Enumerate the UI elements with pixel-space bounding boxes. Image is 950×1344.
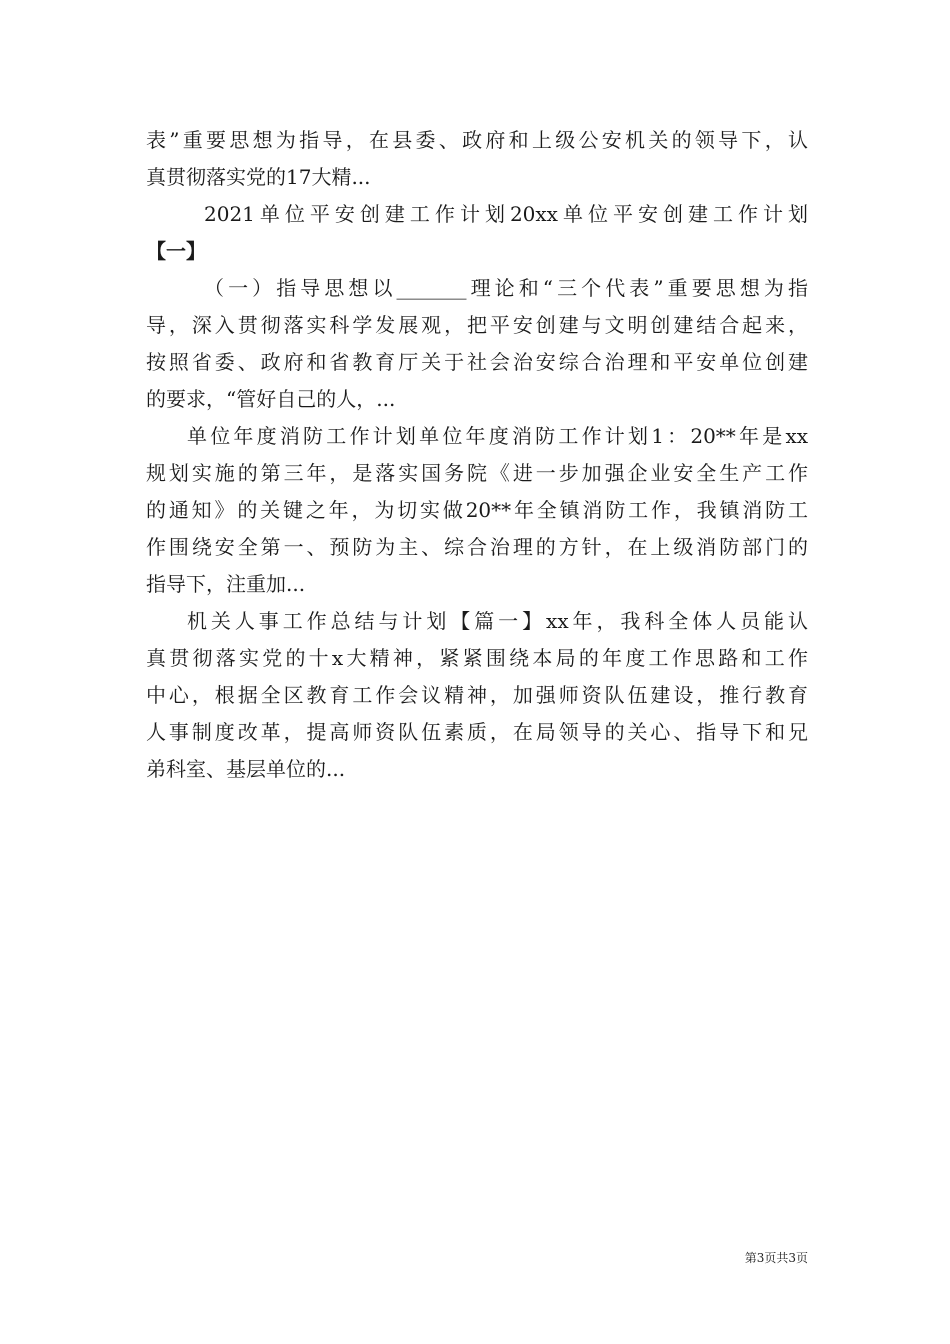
text-line: 人事制度改革，提高师资队伍素质，在局领导的关心、指导下和兄: [146, 720, 808, 744]
text-line: 的要求，“管好自己的人，...: [146, 387, 396, 411]
text-line: 真贯彻落实党的十x大精神，紧紧围绕本局的年度工作思路和工作: [146, 646, 808, 670]
paragraph-2: [146, 196, 808, 270]
text-line: 真贯彻落实党的17大精...: [146, 165, 371, 189]
text-line: 指导下，注重加...: [146, 572, 306, 596]
text-line: 表”重要思想为指导，在县委、政府和上级公安机关的领导下，认: [146, 128, 808, 152]
text-line: 导，深入贯彻落实科学发展观，把平安创建与文明创建结合起来，: [146, 313, 808, 337]
text-line: 作围绕安全第一、预防为主、综合治理的方针，在上级消防部门的: [146, 535, 808, 559]
text-line: 按照省委、政府和省教育厅关于社会治安综合治理和平安单位创建: [146, 350, 808, 374]
text-line: 的通知》的关键之年，为切实做20**年全镇消防工作，我镇消防工: [146, 498, 808, 522]
text-line: 中心，根据全区教育工作会议精神，加强师资队伍建设，推行教育: [146, 683, 808, 707]
page-number: 第3页共3页: [744, 1251, 808, 1265]
text-line: 2021单位平安创建工作计划20xx单位平安创建工作计划: [204, 202, 808, 226]
text-line: 弟科室、基层单位的...: [146, 757, 346, 781]
text-line: 机关人事工作总结与计划【篇一】xx年，我科全体人员能认: [187, 609, 808, 633]
paragraph-3: [146, 270, 808, 418]
text-line: 【一】: [146, 239, 206, 263]
text-line: （一）指导思想以_______理论和“三个代表”重要思想为指: [204, 276, 808, 300]
text-line: 规划实施的第三年，是落实国务院《进一步加强企业安全生产工作: [146, 461, 808, 485]
document-body: [146, 122, 808, 788]
paragraph-4: [146, 418, 808, 603]
paragraph-5: [146, 603, 808, 788]
text-line: 单位年度消防工作计划单位年度消防工作计划1：20**年是xx: [187, 424, 808, 448]
paragraph-1: [146, 122, 808, 196]
